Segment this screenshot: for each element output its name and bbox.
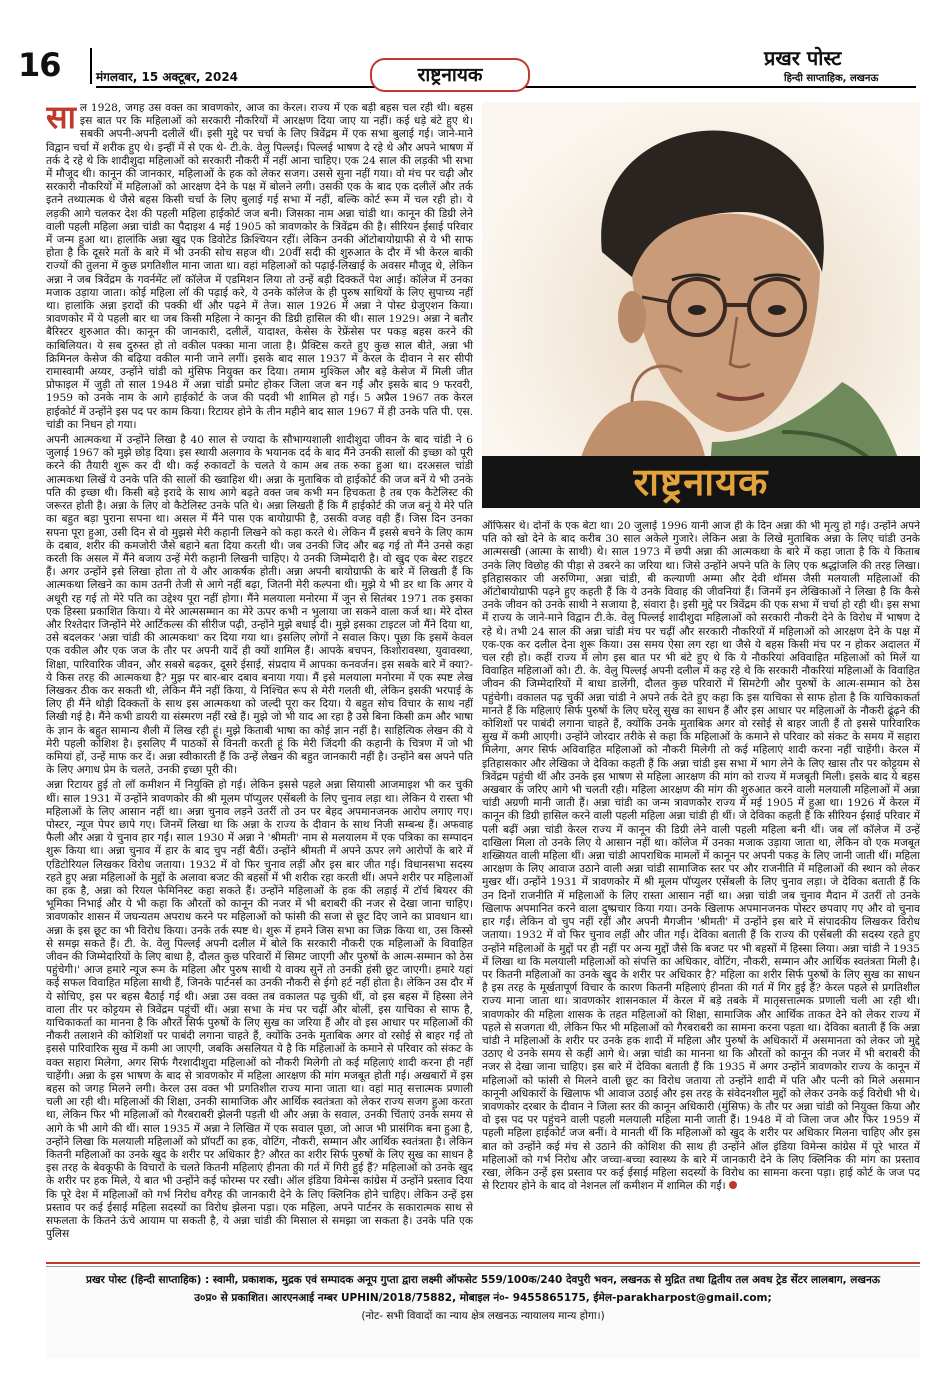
footer-rule xyxy=(46,1262,920,1264)
imprint-line-1: प्रखर पोस्ट (हिन्दी साप्ताहिक) : स्वामी, प्रकाशक, मुद्रक एवं सम्पादक अनूप गुप्ता द्वारा लक्ष्मी ऑफसेट 559/100क/240 देवपुरी भवन, लखनऊ से मुद्रित तथा द्वितीय तल अवध ट्रेड सेंटर लालबाग, लखनऊ xyxy=(85,1274,881,1286)
newspaper-subtitle: हिन्दी साप्ताहिक, लखनऊ xyxy=(784,73,879,84)
page-number: 16 xyxy=(18,46,61,84)
drop-cap: सा xyxy=(46,102,76,136)
article-left-column xyxy=(46,102,473,1262)
article-paragraph: अपनी आत्मकथा में उन्होंने लिखा है 40 साल से ज्यादा के सौभाग्यशाली शादीशुदा जीवन के बाद चांडी ने 6 जुलाई 1967 को मुझे छोड़ दिया। इस स्थायी अलगाव के भयानक दर्द के बाद मैंने उनकी सालों की इच्छा को पूरी करने की तैयारी शुरू कर दी थी। कई रुकावटों के चलते ये काम अब तक रुका हुआ था। दरअसल चांडी आत्मकथा लिखें ये उनके पति की सालों की ख्वाहिश थी। अन्ना के मुताबिक वो हाईकोर्ट की जज बनें ये भी उनके पति की इच्छा थी। किसी बड़े इरादे के साथ आगे बढ़ते वक्त जब कभी मन हिचकता है तब एक कैटेलिस्ट की जरूरत होती है। अन्ना के लिए वो कैटेलिस्ट उनके पति थे। अन्ना लिखती हैं कि मैं हाईकोर्ट की जज बनूं ये मेरे पति का बहुत बड़ा पुराना सपना था। असल में मैंने पास एक बायोग्राफी है, उसकी वजह वही हैं। जिस दिन उनका सपना पूरा हुआ, उसी दिन से वो मुझसे मेरी कहानी लिखने को कहा करते थे। लेकिन मैं इससे बचने के लिए काम के दबाव, शरीर की कमजोरी जैसे बहाने बता दिया करती थी। जब उनकी जिद और बढ़ गई तो मैंने उनसे कहा करती कि असल में मैंने बजाय उन्हें मेरी कहानी लिखनी चाहिए। ये उनकी जिम्मेदारी है। वो खुद एक बेस्ट राइटर हैं। अगर उन्होंने इसे लिखा होता तो ये और आकर्षक होती। अन्ना अपनी बायोग्राफी के बारे में लिखती हैं कि आत्मकथा लिखने का काम उतनी तेजी से आगे नहीं बढ़ा, जितनी मेरी कल्पना थी। मुझे ये भी डर था कि अगर ये अधूरी रह गई तो मेरे पति का उद्देश्य पूरा नहीं होगा। मैंने मलयाला मनोरमा में जून से सितंबर 1971 तक इसका एक हिस्सा प्रकाशित किया। ये मेरे आत्मसम्मान का मेरे ऊपर कभी न भुलाया जा सकने वाला कर्ज था। मेरे दोस्त और रिश्तेदार जिन्होंने मेरे आर्टिकल्स की सीरीज पढ़ी, उन्होंने मुझे बधाई दी। मुझे इसका टाइटल जो मैंने दिया था, उसे बदलकर 'अन्ना चांडी की आत्मकथा' कर दिया गया था। इसलिए लोगों ने सवाल किए। पूछा कि इसमें केवल एक वकील और एक जज के तौर पर अपनी यादें ही क्यों शामिल हैं। आपके बचपन, किशोरावस्था, युवावस्था, शिक्षा, पारिवारिक जीवन, और सबसे बढ़कर, दूसरे ईसाई, संप्रदाय में आपका कनवर्जन। इस सबके बारे में क्या?- ये किस तरह की आत्मकथा है? मुझ पर बार-बार दबाव बनाया गया। मैं इसे मलयाला मनोरमा में एक स्पष्ट लेख लिखकर ठीक कर सकती थी, लेकिन मैंने नहीं किया, ये निश्चित रूप से मेरी गलती थी, लेकिन इसकी भरपाई के लिए ही मैंने थोड़ी दिक्कतों के साथ इस आत्मकथा को जल्दी पूरा कर दिया। ये बहुत सोच विचार के साथ नहीं लिखी गई है। मैंने कभी डायरी या संस्मरण नहीं रखे हैं। मुझे जो भी याद आ रहा है उसे बिना किसी क्रम और भाषा के ज्ञान के बहुत सामान्य शैली में लिख रही हूं। मुझे किताबी भाषा का कोई ज्ञान नहीं है। साहित्यिक लेखन की ये मेरी पहली कोशिश है। इसलिए मैं पाठकों से विनती करती हूं कि मेरी जिंदगी की कहानी के चित्रण में जो भी कमियां हों, उन्हें माफ कर दें। अन्ना स्वीकारती हैं कि उन्हें लेखन की बहुत जानकारी नहीं है। उन्होंने बस अपने पति के लिए अगाध प्रेम के चलते, उनकी इच्छा पूरी की। xyxy=(46,434,473,777)
article-paragraph xyxy=(482,520,920,1193)
article-paragraph: अन्ना रिटायर हुई तो लॉ कमीशन में नियुक्ति हो गई। लेकिन इससे पहले अन्ना सियासी आजमाइश भी कर चुकी थीं। साल 1931 में उन्होंने त्रावणकोर की श्री मूलम पॉप्युलर एसेंबली के लिए चुनाव लड़ा था। लेकिन ये रास्ता भी महिलाओं के लिए आसान नहीं था। अन्ना चुनाव लड़ने उतरीं तो उन पर बेहद अपमानजनक आरोप लगाए गए। पोस्टर, न्यूज पेपर छापे गए। जिनमें लिखा था कि अन्ना के राज्य के दीवान के साथ निजी सम्बन्ध हैं। अफवाह फैली और अन्ना ये चुनाव हार गईं। साल 1930 में अन्ना ने 'श्रीमती' नाम से मलयालम में एक पत्रिका का सम्पादन शुरू किया था। अन्ना चुनाव में हार के बाद चुप नहीं बैठीं। उन्होंने श्रीमती में अपने ऊपर लगे आरोपों के बारे में एडिटोरियल लिखकर विरोध जताया। 1932 में वो फिर चुनाव लड़ीं और इस बार जीत गई। विधानसभा सदस्य रहते हुए अन्ना महिलाओं के मुद्दों के अलावा बजट की बहसों में भी शरीक रहा करती थीं। अपने शरीर पर महिलाओं का हक है, अन्ना को रियल फेमिनिस्ट कहा सकते हैं। उन्होंने महिलाओं के हक की लड़ाई में टॉर्च बियरर की भूमिका निभाई और ये भी कहा कि औरतों को कानून की नजर में भी बराबरी की नजर से देखा जाना चाहिए। त्रावणकोर शासन में जघन्यतम अपराध करने पर महिलाओं को फांसी की सजा से छूट दिए जाने का प्रावधान था। अन्ना के इस छूट का भी विरोध किया। उनके तर्क स्पष्ट थे। शुरू में हमने जिस सभा का जिक्र किया था, उस किस्से से समझ सकते हैं। टी. के. वेलु पिल्लई अपनी दलील में बोले कि सरकारी नौकरी एक महिलाओं के विवाहित जीवन की जिम्मेदारियों के लिए बाधा है, दौलत कुछ परिवारों में सिमट जाएगी और पुरुषों के आत्म-सम्मान को ठेस पहुंचेगी।' आज हमारे न्यूज रूम के महिला और पुरुष साथी ये वाक्य सुनें तो उनकी हंसी छूट जाएगी। हमारे यहां कई सफल विवाहित महिला साथी हैं, जिनके पार्टनर्स का उनकी नौकरी से ईगो हर्ट नहीं होता है। लेकिन उस दौर में ये सोचिए, इस पर बहस बैठाई गई थी। अन्ना उस वक्त तब वकालत पढ़ चुकी थीं, वो इस बहस में हिस्सा लेने वाला तीर पर कोट्टयम से त्रिवेंद्रम पहुंचीं थीं। अन्ना सभा के मंच पर चढ़ीं और बोलीं, इस याचिका से साफ है, याचिकाकर्ता का मानना है कि औरतें सिर्फ पुरुषों के लिए सुख का जरिया हैं और वो इस आधार पर महिलाओं की नौकरी तलाशने की कोशिशों पर पाबंदी लगाना चाहते हैं, क्योंकि उनके मुताबिक अगर वो रसोई से बाहर गईं तो इससे पारिवारिक सुख में कमी आ जाएगी, जबकि असलियत ये है कि महिलाओं के कमाने से परिवार को संकट के वक्त सहारा मिलेगा, अगर सिर्फ गैरशादीशुदा महिलाओं को नौकरी मिलेगी तो कई महिलाएं शादी करना ही नहीं चाहेंगी। अन्ना के इस भाषण के बाद से त्रावणकोर में महिला आरक्षण की मांग मजबूत होती गई। अखबारों में इस बहस को जगह मिलने लगी। केरल उस वक्त भी प्रगतिशील राज्य माना जाता था। वहां मातृ सत्तात्मक प्रणाली चली आ रही थी। महिलाओं की शिक्षा, उनकी सामाजिक और आर्थिक स्वतंत्रता को लेकर राज्य सजग हुआ करता था, लेकिन फिर भी महिलाओं को गैरबराबरी झेलनी पड़ती थी और अन्ना के सवाल, उनकी चिंताएं उनके समय से आगे के भी आगे की थीं। साल 1935 में अन्ना ने लिखित में एक सवाल पूछा, जो आज भी प्रासंगिक बना हुआ है, उन्होंने लिखा कि मलयाली महिलाओं को प्रॉपर्टी का हक, वोटिंग, नौकरी, सम्मान और आर्थिक स्वतंत्रता है। लेकिन कितनी महिलाओं का उनके खुद के शरीर पर अधिकार है? औरत का शरीर सिर्फ पुरुषों के लिए सुख का साधन है इस तरह के बेवकूफी के विचारों के चलते कितनी महिलाएं हीनता की गर्त में गिरी हुई हैं? महिलाओं को उनके खुद के शरीर पर हक मिले, ये बात भी उन्होंने कई फोरम्स पर रखी। ऑल इंडिया विमेन्स कांग्रेस में उन्होंने प्रस्ताव दिया कि पूरे देश में महिलाओं को गर्भ निरोध वगैरह की जानकारी देने के लिए क्लिनिक होने चाहिए। लेकिन उन्हें इस प्रस्ताव पर कई ईसाई महिला सदस्यों का विरोध झेलना पड़ा। एक महिला, अपने पार्टनर के सकारात्मक साथ से सफलता के कितने ऊंचे आयाम पा सकती है, ये अन्ना चांडी की मिसाल से समझा जा सकता है। उनके पति एक पुलिस xyxy=(46,779,473,1241)
newspaper-brand: प्रखर पोस्ट xyxy=(764,46,842,70)
article-paragraph-text: ऑफिसर थे। दोनों के एक बेटा था। 20 जुलाई 1996 यानी आज ही के दिन अन्ना की भी मृत्यु हो गई। उन्होंने अपने पति को खो देने के बाद करीब 30 साल अकेले गुजारे। लेकिन अन्ना के लिखे मुताबिक अन्ना के लिए चांडी उनके आत्मसखी (आत्मा के साथी) थे। साल 1973 में छपी अन्ना की आत्मकथा के बारे में कहा जाता है कि ये किताब उनके लिए विछोह की पीड़ा से उबरने का जरिया था। जिसे उन्होंने अपने पति के लिए एक श्रद्धांजलि की तरह लिखा। इतिहासकार जी अरुणिमा, अन्ना चांडी, बी कल्याणी अम्मा और देवी थॉमस जैसी मलयाली महिलाओं की ऑटोबायोग्राफी पढ़ने हुए कहती हैं कि ये उनके विवाह की जीवनियां हैं। जिनमें इन लेखिकाओं ने लिखा है कि कैसे उनके जीवन को उनके साथी ने सजाया है, संवारा है। इसी मुद्दे पर त्रिवेंद्रम की एक सभा में चर्चा हो रही थी। इस सभा में राज्य के जाने-माने विद्वान टी.के. वेलु पिल्लई शादीशुदा महिलाओं को सरकारी नौकरी देने के विरोध में भाषण दे रहे थे। तभी 24 साल की अन्ना चांडी मंच पर चढ़ीं और सरकारी नौकरियों में महिलाओं को आरक्षण देने के पक्ष में एक-एक कर दलील देना शुरू किया। उस समय ऐसा लग रहा था जैसे ये बहस किसी मंच पर न होकर अदालत में चल रही हो। कहीं राज्य में लोग इस बात पर भी बंटे हुए थे कि ये नौकरियां अविवाहित महिलाओं को मिलें या विवाहित महिलाओं को। टी. के. वेलु पिल्लई अपनी दलील में कह रहे थे कि सरकारी नौकरियां महिलाओं के विवाहित जीवन की जिम्मेदारियों में बाधा डालेंगी, दौलत कुछ परिवारों में सिमटेगी और पुरुषों के आत्म-सम्मान को ठेस पहुंचेगी। वकालत पढ़ चुकीं अन्ना चांडी ने अपने तर्क देते हुए कहा कि इस याचिका से साफ होता है कि याचिकाकर्ता मानते हैं कि महिलाएं सिर्फ पुरुषों के लिए घरेलू सुख का साधन हैं और इस आधार पर महिलाओं के नौकरी ढूंढ़ने की कोशिशों पर पाबंदी लगाना चाहते हैं, क्योंकि उनके मुताबिक अगर वो रसोई से बाहर जाती हैं तो इससे पारिवारिक सुख में कमी आएगी। उन्होंने जोरदार तरीके से कहा कि महिलाओं के कमाने से परिवार को संकट के समय में सहारा मिलेगा, अगर सिर्फ अविवाहित महिलाओं को नौकरी मिलेगी तो कई महिलाएं शादी करना नहीं चाहेंगी। केरल में इतिहासकार और लेखिका जे देविका कहती हैं कि अन्ना चांडी इस सभा में भाग लेने के लिए खास तौर पर कोट्टयम से त्रिवेंद्रम पहुंची थीं और उनके इस भाषण से महिला आरक्षण की मांग को राज्य में मजबूती मिली। इसके बाद ये बहस अखबार के जरिए आगे भी चलती रही। महिला आरक्षण की मांग की शुरुआत करने वाली मलयाली महिलाओं में अन्ना चांडी अग्रणी मानी जाती हैं। अन्ना चांडी का जन्म त्रावणकोर राज्य में मई 1905 में हुआ था। 1926 में केरल में कानून की डिग्री हासिल करने वाली पहली महिला अन्ना चांडी ही थीं। जे देविका कहती हैं कि सीरियन ईसाई परिवार में पली बढ़ीं अन्ना चांडी केरल राज्य में कानून की डिग्री लेने वाली पहली महिला बनी थीं। जब लॉ कॉलेज में उन्हें दाखिला मिला तो उनके लिए ये आसान नहीं था। कॉलेज में उनका मजाक उड़ाया जाता था, लेकिन वो एक मजबूत शख्सियत वाली महिला थीं। अन्ना चांडी आपराधिक मामलों में कानून पर अपनी पकड़ के लिए जानी जाती थीं। महिला आरक्षण के लिए आवाज उठाने वाली अन्ना चांडी सामाजिक स्तर पर और राजनीति में महिलाओं की स्थान को लेकर मुखर थीं। उन्होंने 1931 में त्रावणकोर में श्री मूलम पॉप्युलर एसेंबली के लिए चुनाव लड़ा। जे देविका बताती हैं कि उन दिनों राजनीति में महिलाओं के लिए रास्ता आसान नहीं था। अन्ना चांडी जब चुनाव मैदान में उतरीं तो उनके खिलाफ अपमानित करने वाला दुष्प्रचार किया गया। उनके खिलाफ अपमानजनक पोस्टर छपवाए गए और वो चुनाव हार गईं। लेकिन वो चुप नहीं रहीं और अपनी मैगजीन 'श्रीमती' में उन्होंने इस बारे में संपादकीय लिखकर विरोध जताया। 1932 में वो फिर चुनाव लड़ीं और जीत गईं। देविका बताती हैं कि राज्य की एसेंबली की सदस्य रहते हुए उन्होंने महिलाओं के मुद्दों पर ही नहीं पर अन्य मुद्दों जैसे कि बजट पर भी बहसों में हिस्सा लिया। अन्ना चांडी ने 1935 में लिखा था कि मलयाली महिलाओं को संपत्ति का अधिकार, वोटिंग, नौकरी, सम्मान और आर्थिक स्वतंत्रता मिली है। पर कितनी महिलाओं का उनके खुद के शरीर पर अधिकार है? महिला का शरीर सिर्फ पुरुषों के लिए सुख का साधन है इस तरह के मूर्खतापूर्ण विचार के कारण कितनी महिलाएं हीनता की गर्त में गिर हुई हैं? केरल पहले से प्रगतिशील राज्य माना जाता था। त्रावणकोर शासनकाल में केरल में बड़े तबके में मातृसत्तात्मक प्रणाली चली आ रही थी। त्रावणकोर की महिला शासक के तहत महिलाओं को शिक्षा, सामाजिक और आर्थिक ताकत देने को लेकर राज्य में पहले से सजगता थी, लेकिन फिर भी महिलाओं को गैरबराबरी का सामना करना पड़ता था। देविका बताती हैं कि अन्ना चांडी ने महिलाओं के शरीर पर उनके हक शादी में महिला और पुरुषों के अधिकारों में असमानता को लेकर जो मुद्दे उठाए थे उनके समय से कहीं आगे थे। अन्ना चांडी का मानना था कि औरतों को कानून की नजर में भी बराबरी की नजर से देखा जाना चाहिए। इस बारे में देविका बताती हैं कि 1935 में अगर उन्होंने त्रावणकोर राज्य के कानून में महिलाओं को फांसी से मिलने वाली छूट का विरोध जताया तो उन्होंने शादी में पति और पत्नी को मिले असमान कानूनी अधिकारों के खिलाफ भी आवाज उठाई और इस तरह के संवेदनशील मुद्दों को लेकर उनके कई विरोधी भी थे। त्रावणकोर दरबार के दीवान ने जिला स्तर की कानून अधिकारी (मुंसिफ) के तौर पर अन्ना चांडी को नियुक्त किया और वो इस पद पर पहुंचने वाली पहली मलयाली महिला मानी जाती हैं। 1948 में वो जिला जज और फिर 1959 में पहली महिला हाईकोर्ट जज बनीं। वे मानती थीं कि महिलाओं को खुद के शरीर पर अधिकार मिलना चाहिए और इस बात को उन्होंने कई मंच से उठाने की कोशिश की साथ ही उन्होंने ऑल इंडिया विमेन्स कांग्रेस में पूरे भारत में महिलाओं को गर्भ निरोध और जच्चा-बच्चा स्वास्थ्य के बारे में जानकारी देने के लिए क्लिनिक की मांग का प्रस्ताव रखा, लेकिन उन्हें इस प्रस्ताव पर कई ईसाई महिला सदस्यों के विरोध का सामना करना पड़ा। हाई कोर्ट के जज पद से रिटायर होने के बाद वो नेशनल लॉ कमीशन में शामिल की गईं। xyxy=(482,520,920,1193)
portrait-drawing xyxy=(482,102,920,506)
article-banner-title: राष्ट्रनायक xyxy=(633,460,769,504)
imprint-line-2: उ०प्र० से प्रकाशित। आरएनआई नम्बर UPHIN/2018/75882, मोबाइल नं०- 9455865175, ईमेल-parakharpost@gmail.com; xyxy=(194,1292,772,1304)
article-paragraph: ल 1928, जगह उस वक्त का त्रावणकोर, आज का केरल। राज्य में एक बड़ी बहस चल रही थी। बहस इस बात पर कि महिलाओं को सरकारी नौकरियों में आरक्षण दिया जाए या नहीं। कई धड़े बंटे हुए थे। सबकी अपनी-अपनी दलीलें थीं। इसी मुद्दे पर चर्चा के लिए त्रिवेंद्रम में एक सभा बुलाई गई। जाने-माने विद्वान चर्चा में शरीक हुए थे। इन्हीं में से एक थे- टी.के. वेलु पिल्लई। पिल्लई भाषण दे रहे थे और अपने भाषण में तर्क दे रहे थे कि शादीशुदा महिलाओं को सरकारी नौकरी में नहीं आना चाहिए। एक 24 साल की लड़की भी सभा में मौजूद थी। कानून की जानकार, महिलाओं के हक को लेकर सजग। उससे सुना नहीं गया। वो मंच पर चढ़ी और सरकारी नौकरियों में महिलाओं को आरक्षण देने के पक्ष में बोलने लगी। उसकी एक के बाद एक दलीलें और तर्क इतने तथ्यात्मक थे जैसे बहस किसी चर्चा के लिए बुलाई गई सभा में नहीं, बल्कि कोर्ट रूम में चल रही हो। ये लड़की आगे चलकर देश की पहली महिला हाईकोर्ट जज बनी। जिसका नाम अन्ना चांडी था। कानून की डिग्री लेने वाली पहली महिला अन्ना चांडी का पैदाइश 4 मई 1905 को त्रावणकोर के त्रिवेंद्रम की है। सीरियन ईसाई परिवार में जन्म हुआ था। हालांकि अन्ना खुद एक डिवोटेड क्रिश्चियन रहीं। लेकिन उनकी ऑटोबायोग्राफी से ये भी साफ होता है कि दूसरे मतों के बारे में भी उनकी सोच सहज थी। 20वीं सदी की शुरुआत के दौर में भी केरल बाकी राज्यों की तुलना में कुछ प्रगतिशील माना जाता था। वहां महिलाओं को पढ़ाई-लिखाई के अवसर मौजूद थे, लेकिन अन्ना ने जब त्रिवेंद्रम के गवर्नमेंट लॉ कॉलेज में एडमिशन लिया तो उन्हें बड़ी दिक्कतें पेश आई। कॉलेज में उनका मजाक उड़ाया जाता। कोई महिला लॉ की पढ़ाई करे, ये उनके कॉलेज के ही पुरुष साथियों के लिए सुपाच्य नहीं था। हालांकि अन्ना इरादों की पक्की थीं और पढ़ने में तेज। साल 1926 में अन्ना ने पोस्ट ग्रेजुएशन किया। त्रावणकोर में ये पहली बार था जब किसी महिला ने कानून की डिग्री हासिल की थी। साल 1929। अन्ना ने बतौर बैरिस्टर शुरुआत की। कानून की जानकारी, दलीलें, यादाश्त, केसेस के रेफ्रेंसेस पर पकड़ बहस करने की काबिलियत। ये सब दुरुस्त हो तो वकील पक्का माना जाता है। प्रैक्टिस करते हुए कुछ साल बीते, अन्ना भी क्रिमिनल केसेज की बढ़िया वकील मानी जाने लगीं। इसके बाद साल 1937 में केरल के दीवान ने सर सीपी रामास्वामी अय्यर, उन्होंने चांडी को मुंसिफ नियुक्त कर दिया। तमाम मुश्किल और बड़े केसेज में मिली जीत प्रोफाइल में जुड़ी तो साल 1948 में अन्ना चांडी प्रमोट होकर जिला जज बन गईं और इसके बाद 9 फरवरी, 1959 को उनके नाम के आगे हाईकोर्ट के जज की पदवी भी शामिल हो गई। 5 अप्रैल 1967 तक केरल हाईकोर्ट में उन्होंने इस पद पर काम किया। रिटायर होने के तीन महीने बाद साल 1967 में ही उनके पति पी. एस. चांडी का निधन हो गया। xyxy=(46,102,473,431)
section-title: राष्ट्रनायक xyxy=(370,58,530,92)
imprint-line-3: (नोट- सभी विवादों का न्याय क्षेत्र लखनऊ न्यायालय मान्य होगा।) xyxy=(361,1310,605,1322)
imprint-footer xyxy=(46,1266,920,1359)
header-divider xyxy=(90,48,92,84)
end-mark-icon xyxy=(729,1181,737,1189)
issue-date: मंगलवार, 15 अक्टूबर, 2024 xyxy=(96,70,239,84)
article-right-column xyxy=(482,520,920,1262)
portrait-illustration xyxy=(482,102,920,506)
